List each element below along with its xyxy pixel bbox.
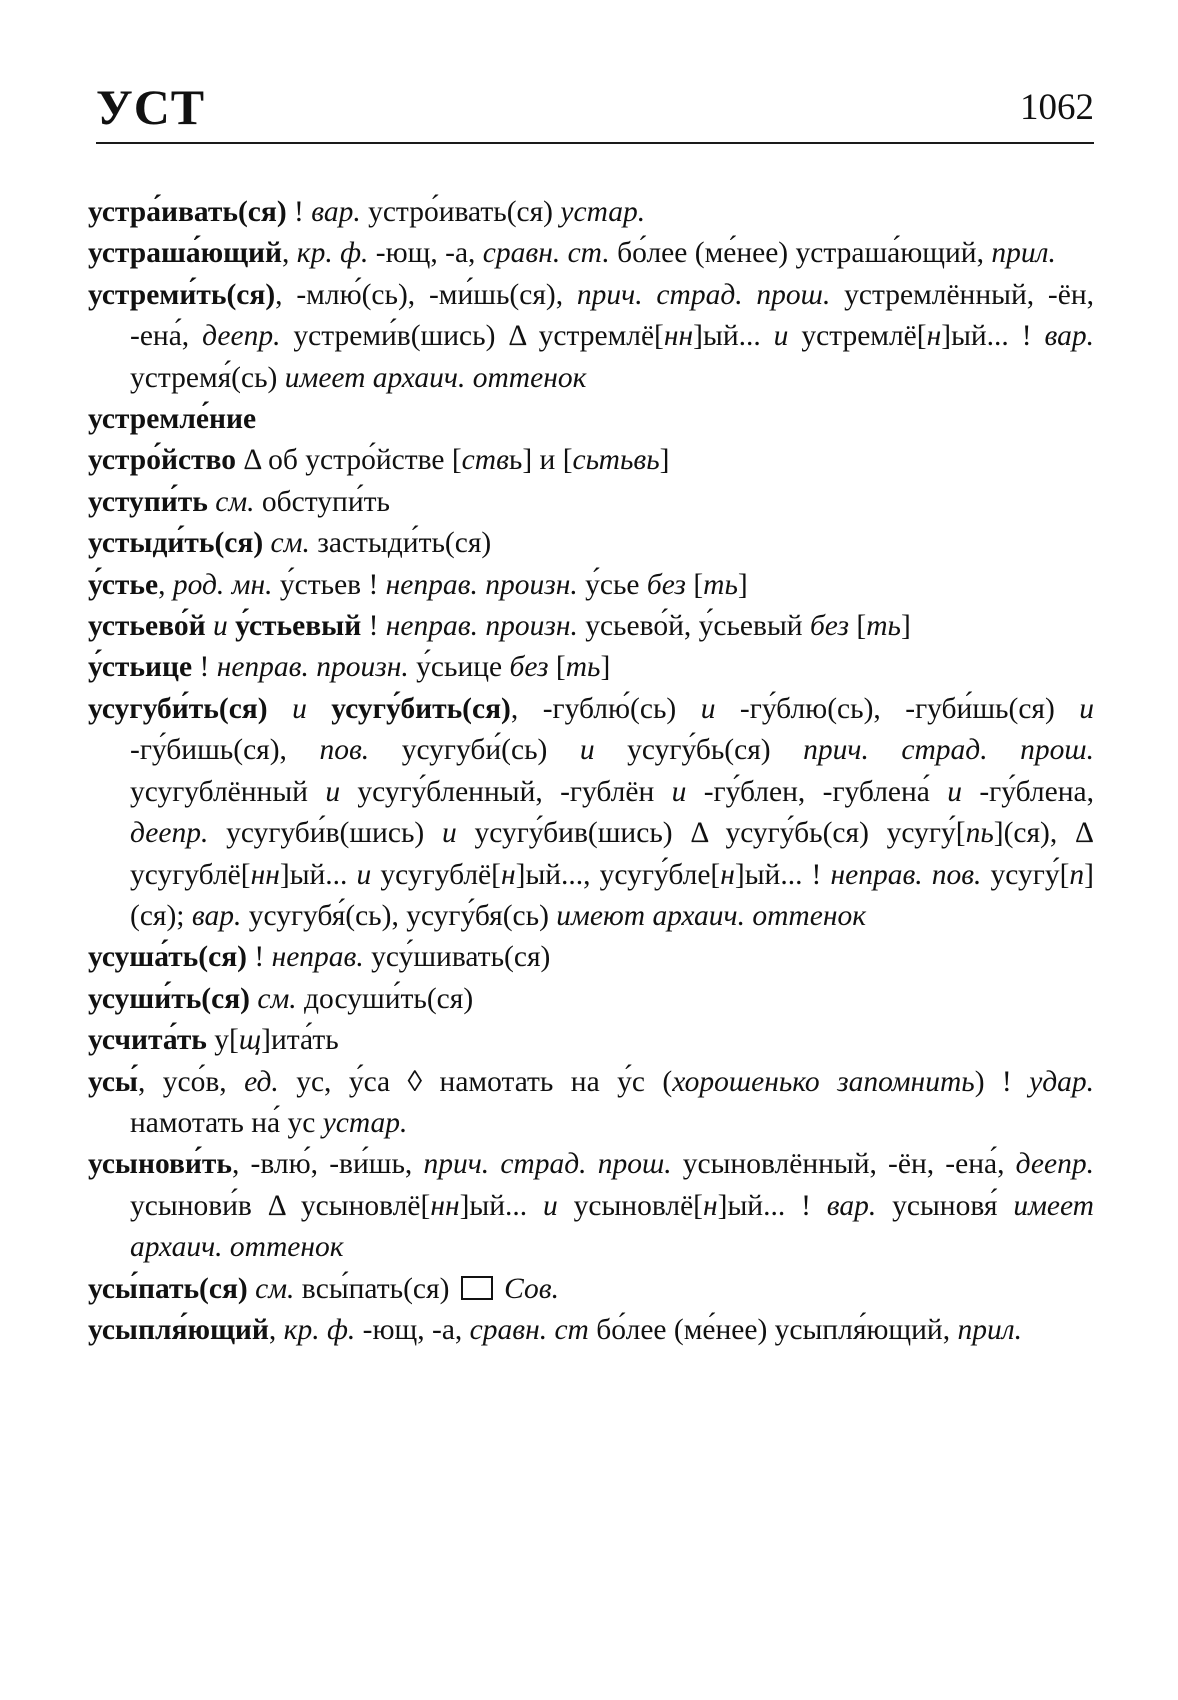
headword: усугуби́ть(ся): [88, 692, 268, 725]
entry-text: ь: [508, 444, 523, 477]
entry-text: , -гублю́(сь): [510, 692, 701, 725]
entry-text: ]: [600, 651, 611, 684]
entry-text: устремя́(сь): [130, 361, 285, 394]
entry-text: ]ый... !: [941, 320, 1045, 353]
dictionary-entry: [88, 1269, 1094, 1310]
headword: усуша́ть(ся): [88, 941, 247, 974]
italic-note: вар.: [826, 1189, 877, 1222]
entry-text: !: [246, 941, 272, 974]
dictionary-entry: [88, 689, 1094, 937]
page-header: [96, 70, 1094, 144]
entry-text: [307, 693, 331, 725]
entry-text: [: [548, 651, 566, 684]
italic-note: п: [1069, 858, 1085, 891]
page-number: 1062: [1020, 87, 1094, 128]
entry-text: обступи́ть: [254, 485, 390, 518]
italic-note: н: [703, 1189, 718, 1222]
dictionary-entry: [88, 606, 1094, 647]
entry-text: намотать на́ ус: [130, 1106, 323, 1139]
dictionary-entry: [88, 1310, 1094, 1351]
entry-text: бо́лее (ме́нее) устраша́ющий,: [609, 237, 992, 270]
entry-text: [206, 610, 213, 642]
italic-note: и: [441, 817, 457, 850]
entry-text: ]ый...: [693, 320, 774, 353]
entry-text: ](ся);: [130, 858, 1094, 932]
italic-note: кр. ф.: [283, 1313, 356, 1346]
italic-note: без: [509, 651, 549, 684]
entry-text: усыновлё[: [557, 1189, 704, 1222]
entry-text: досуши́ть(ся): [296, 982, 474, 1015]
italic-note: пь: [965, 817, 994, 850]
entry-text: усугуби́(сь): [369, 734, 580, 767]
dictionary-entry: [88, 647, 1094, 688]
entry-text: усугу́бленный, -гублён: [340, 775, 672, 808]
entry-text: , усо́в,: [137, 1065, 245, 1098]
headword: усугу́бить(ся): [331, 692, 511, 725]
headword: у́стье: [88, 568, 159, 601]
italic-note: Сов.: [504, 1272, 559, 1305]
running-head: УСТ: [96, 79, 206, 135]
italic-note: прил.: [957, 1313, 1022, 1346]
entry-text: ]ый... !: [734, 858, 831, 891]
entry-text: ,: [282, 237, 297, 270]
entry-text: !: [361, 610, 386, 643]
entry-text: [: [849, 610, 867, 643]
dictionary-entry: [88, 565, 1094, 606]
italic-note: прил.: [991, 237, 1056, 270]
italic-note: см.: [215, 485, 255, 518]
italic-note: и: [579, 734, 595, 767]
italic-note: без: [809, 610, 849, 643]
italic-note: устар.: [560, 196, 646, 228]
entry-text: устреми́в(шись) Δ устремлё[: [280, 320, 664, 353]
entry-text: -гу́блю(сь), -губи́шь(ся): [715, 692, 1080, 725]
italic-note: устар.: [322, 1106, 408, 1139]
italic-note: деепр.: [202, 320, 281, 353]
entry-text: [263, 527, 270, 559]
entry-text: Δ об устро́йстве [: [236, 444, 462, 477]
entry-text: усугублё[: [371, 858, 501, 891]
headword: устраша́ющий: [88, 237, 283, 270]
headword: устьево́й: [88, 610, 206, 643]
italic-note: нн: [250, 858, 280, 891]
entry-text: ]ый...: [459, 1189, 544, 1222]
entry-text: , -влю́, -ви́шь,: [232, 1148, 424, 1181]
italic-note: ств: [461, 444, 509, 477]
entry-text: устремлённый, -ён, -ена́,: [130, 278, 1094, 353]
italic-note: н: [500, 858, 516, 891]
italic-note: деепр.: [1015, 1148, 1094, 1181]
italic-note: ть: [703, 568, 738, 601]
italic-note: без: [646, 568, 686, 601]
headword: у́стьевый: [235, 610, 362, 643]
italic-note: и: [947, 775, 962, 808]
italic-note: имеет архаич. оттенок: [284, 361, 587, 394]
entry-text: усугуби́в(шись): [208, 817, 442, 850]
entry-text: ]: [900, 610, 911, 643]
italic-note: удар.: [1029, 1065, 1094, 1098]
italic-note: ть: [565, 651, 601, 684]
dictionary-entry: [88, 937, 1094, 978]
italic-note: и: [543, 1189, 558, 1222]
italic-note: см.: [270, 527, 310, 560]
italic-note: неправ. произн.: [385, 610, 578, 643]
italic-note: и: [671, 775, 687, 808]
italic-note: имеют архаич. оттенок: [556, 899, 867, 932]
headword: устыди́ть(ся): [88, 527, 264, 560]
headword: усы́пать(ся): [88, 1272, 248, 1305]
dictionary-entry: [88, 440, 1094, 481]
dictionary-entry: [88, 482, 1094, 523]
italic-note: род. мн.: [172, 568, 273, 601]
entry-text: устро́ивать(ся): [360, 196, 561, 228]
dictionary-entry: [88, 275, 1094, 399]
italic-note: сьтьвь: [572, 444, 660, 477]
entry-text: , -млю́(сь), -ми́шь(ся),: [275, 278, 577, 311]
entry-text: вcы́пать(ся): [294, 1272, 457, 1305]
entry-text: ]ый..., усугу́бле[: [515, 858, 721, 891]
italic-note: и: [700, 692, 716, 725]
headword: усы́: [88, 1065, 138, 1098]
entry-text: -гу́бишь(ся),: [130, 734, 320, 767]
entry-text: !: [192, 651, 217, 684]
italic-note: сравн. ст.: [482, 237, 610, 270]
headword: устра́ивать(ся): [88, 196, 287, 228]
entry-text: -ющ, -а,: [368, 237, 483, 270]
headword: усчита́ть: [88, 1024, 207, 1057]
entry-text: [228, 610, 235, 642]
dictionary-entry: [88, 979, 1094, 1020]
dictionary-entry: [88, 233, 1094, 274]
italic-note: сравн. ст: [469, 1313, 589, 1346]
italic-note: нн: [663, 320, 694, 353]
italic-note: и: [292, 692, 307, 725]
italic-note: неправ.: [271, 941, 364, 974]
headword: усынови́ть: [88, 1148, 232, 1181]
dictionary-entry: [88, 1062, 1094, 1145]
headword: устро́йство: [88, 444, 237, 477]
entry-text: ]ый... !: [717, 1189, 827, 1222]
italic-note: и: [212, 610, 228, 643]
entry-text: -гу́блена,: [962, 775, 1094, 808]
italic-note: имеет архаич. оттенок: [130, 1189, 1094, 1264]
italic-note: см.: [255, 1272, 295, 1305]
italic-note: и: [356, 858, 372, 891]
entry-text: усу́шивать(ся): [363, 941, 551, 974]
italic-note: пов.: [319, 734, 370, 767]
headword: устремле́ние: [88, 403, 257, 436]
headword: устреми́ть(ся): [88, 278, 276, 311]
italic-note: н: [926, 320, 942, 353]
italic-note: неправ. произн.: [216, 651, 409, 684]
entry-text: у́стьев !: [272, 568, 386, 601]
italic-note: ть: [866, 610, 901, 643]
dictionary-entry: [88, 523, 1094, 564]
italic-note: нн: [430, 1189, 460, 1222]
entry-text: застыди́ть(ся): [309, 527, 492, 560]
entry-text: ]ый...: [279, 858, 357, 891]
italic-note: вар.: [1044, 320, 1094, 353]
italic-note: неправ. пов.: [830, 858, 982, 891]
entry-text: у́сье: [577, 568, 647, 601]
italic-note: прич. страд. прош.: [423, 1148, 672, 1181]
headword: усуши́ть(ся): [88, 982, 250, 1015]
entry-text: [268, 693, 292, 725]
dictionary-entry: [88, 399, 1094, 440]
italic-note: прич. страд. прош.: [576, 278, 831, 311]
entry-text: -гу́блен, -гублена́: [686, 775, 948, 808]
entry-text: у[: [206, 1024, 239, 1057]
entry-text: !: [286, 196, 312, 228]
dictionary-entries: [88, 192, 1094, 1351]
entry-text: [: [685, 568, 704, 601]
italic-note: кр. ф.: [296, 237, 369, 270]
entry-text: усугу́бь(ся): [594, 734, 804, 767]
entry-text: усыновя́: [876, 1189, 1014, 1222]
entry-text: усугублённый: [130, 775, 326, 808]
dictionary-entry: [88, 1020, 1094, 1061]
entry-text: усугу́бив(шись) Δ усугу́бь(ся) усугу́[: [456, 817, 966, 850]
entry-text: ]: [659, 444, 670, 477]
entry-text: ) !: [974, 1065, 1030, 1098]
entry-text: ]ита́ть: [261, 1024, 339, 1057]
italic-note: см.: [257, 982, 297, 1015]
entry-text: у́сьице: [408, 651, 510, 684]
headword: уступи́ть: [88, 485, 208, 518]
italic-note: деепр.: [130, 817, 209, 850]
entry-text: усьево́й, у́сьевый: [577, 610, 810, 643]
italic-note: вар.: [191, 899, 242, 932]
italic-note: ед.: [244, 1065, 279, 1098]
dictionary-entry: [88, 192, 1094, 233]
italic-note: и: [1079, 692, 1095, 725]
entry-text: ,: [268, 1313, 284, 1346]
entry-text: усугубя́(сь), усугу́бя(сь): [241, 899, 557, 932]
entry-text: ,: [158, 568, 173, 601]
italic-note: и: [773, 320, 789, 353]
entry-text: ]: [737, 568, 748, 601]
italic-note: прич. страд. прош.: [803, 734, 1094, 767]
italic-note: хорошенько запомнить: [672, 1065, 975, 1098]
entry-text: устремлё[: [788, 320, 927, 353]
entry-text: усынови́в Δ усыновлё[: [130, 1189, 431, 1222]
entry-text: -ющ, -а,: [355, 1313, 470, 1346]
headword: у́стьице: [88, 651, 193, 684]
entry-text: усыновлённый, -ён, -ена́,: [671, 1148, 1016, 1181]
box-icon: [461, 1276, 493, 1300]
entry-text: ] и [: [522, 444, 573, 477]
italic-note: вар.: [311, 196, 361, 228]
entry-text: ](ся), Δ усугублё[: [130, 817, 1094, 891]
dictionary-entry: [88, 1144, 1094, 1268]
entry-text: бо́лее (ме́нее) усыпля́ющий,: [588, 1313, 958, 1346]
entry-text: ус, у́са ◊ намотать на у́с (: [278, 1065, 673, 1098]
italic-note: неправ. произн.: [385, 568, 578, 601]
entry-text: усугу́[: [981, 858, 1070, 891]
italic-note: щ: [238, 1024, 262, 1057]
headword: усыпля́ющий: [88, 1313, 269, 1346]
italic-note: н: [720, 858, 735, 891]
italic-note: и: [325, 775, 341, 808]
